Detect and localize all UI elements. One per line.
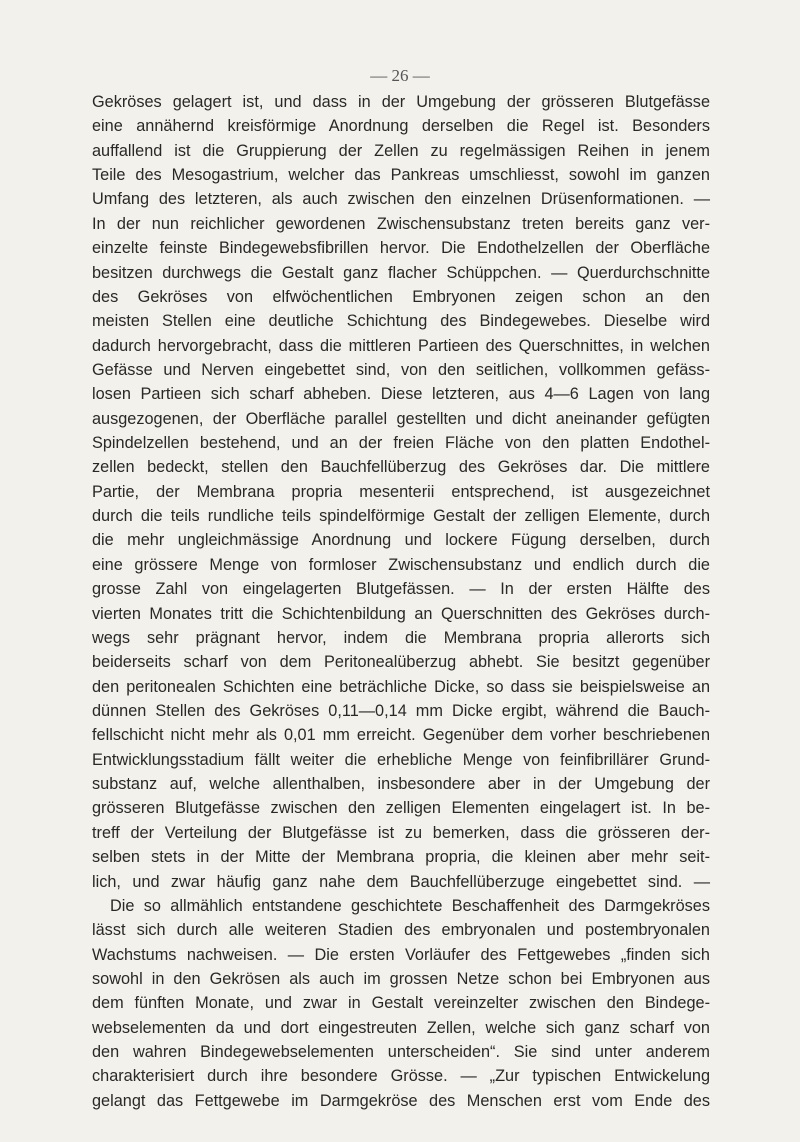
text-line: Entwicklungsstadium fällt weiter die erhebliche Menge von feinfibrillärer Grund-: [92, 750, 710, 769]
text-line: sowohl in den Gekrösen als auch im grossen Netze schon bei Embryonen aus: [92, 969, 710, 988]
text-line: grosse Zahl von eingelagerten Blutgefässen. — In der ersten Hälfte des: [92, 580, 710, 599]
text-line: dadurch hervorgebracht, dass die mittleren Partieen des Querschnittes, in welchen: [92, 336, 710, 355]
text-line: beiderseits scharf von dem Peritonealüberzug abhebt. Sie besitzt gegenüber: [92, 653, 710, 672]
text-line: Gefässe und Nerven eingebettet sind, von den seitlichen, vollkommen gefäss-: [92, 360, 710, 379]
page-number: — 26 —: [370, 66, 430, 85]
text-line: substanz auf, welche allenthalben, insbesondere aber in der Umgebung der: [92, 775, 710, 794]
text-line: grösseren Blutgefässe zwischen den zelligen Elementen eingelagert ist. In be-: [92, 799, 710, 818]
text-line: lässt sich durch alle weiteren Stadien des embryonalen und postembryonalen: [92, 921, 710, 940]
text-line: Spindelzellen bestehend, und an der freien Fläche von den platten Endothel-: [92, 434, 710, 453]
text-line: fellschicht nicht mehr als 0,01 mm erreicht. Gegenüber dem vorher beschriebenen: [92, 726, 710, 745]
text-line: Die so allmählich entstandene geschichtete Beschaffenheit des Darmgekröses: [110, 896, 710, 915]
text-line: charakterisiert durch ihre besondere Grösse. — „Zur typischen Entwickelung: [92, 1067, 710, 1086]
text-line: dünnen Stellen des Gekröses 0,11—0,14 mm Dicke ergibt, während die Bauch-: [92, 701, 710, 720]
text-line: webselementen da und dort eingestreuten Zellen, welche sich ganz scharf von: [92, 1018, 710, 1037]
text-line: wegs sehr prägnant hervor, indem die Membrana propria allerorts sich: [92, 628, 710, 647]
text-line: Gekröses gelagert ist, und dass in der Umgebung der grösseren Blutgefässe: [92, 93, 710, 111]
text-line: eine annähernd kreisförmige Anordnung derselben die Regel ist. Besonders: [92, 117, 710, 136]
text-line: zellen bedeckt, stellen den Bauchfellüberzug des Gekröses dar. Die mittlere: [92, 458, 710, 477]
text-line: vierten Monates tritt die Schichtenbildung an Querschnitten des Gekröses durch-: [92, 604, 710, 623]
text-line: den peritonealen Schichten eine beträchliche Dicke, so dass sie beispielsweise an: [92, 677, 710, 696]
text-line: Partie, der Membrana propria mesenterii entsprechend, ist ausgezeichnet: [92, 482, 710, 501]
text-line: die mehr ungleichmässige Anordnung und lockere Fügung derselben, durch: [92, 531, 710, 550]
text-line: treff der Verteilung der Blutgefässe ist zu bemerken, dass die grösseren der-: [92, 823, 710, 842]
text-line: Teile des Mesogastrium, welcher das Pankreas umschliesst, sowohl im ganzen: [92, 166, 710, 185]
text-line: des Gekröses von elfwöchentlichen Embryonen zeigen schon an den: [92, 287, 710, 306]
text-line: meisten Stellen eine deutliche Schichtung des Bindegewebes. Dieselbe wird: [92, 312, 710, 331]
text-line: eine grössere Menge von formloser Zwischensubstanz und endlich durch die: [92, 555, 710, 574]
body-text: [92, 90, 710, 1113]
text-line: lich, und zwar häufig ganz nahe dem Bauchfellüberzuge eingebettet sind. —: [92, 872, 710, 891]
text-line: ausgezogenen, der Oberfläche parallel gestellten und dicht aneinander gefügten: [92, 409, 710, 428]
text-line: den wahren Bindegewebselementen unterscheiden“. Sie sind unter anderem: [92, 1043, 710, 1062]
text-line: einzelte feinste Bindegewebsfibrillen hervor. Die Endothelzellen der Oberfläche: [92, 239, 710, 258]
text-line: auffallend ist die Gruppierung der Zellen zu regelmässigen Reihen in jenem: [92, 141, 710, 160]
text-line: besitzen durchwegs die Gestalt ganz flacher Schüppchen. — Querdurchschnitte: [92, 263, 710, 282]
text-line: Umfang des letzteren, als auch zwischen den einzelnen Drüsenformationen. —: [92, 190, 710, 209]
text-line: dem fünften Monate, und zwar in Gestalt vereinzelter zwischen den Bindege-: [92, 994, 710, 1013]
text-line: selben stets in der Mitte der Membrana propria, die kleinen aber mehr seit-: [92, 848, 710, 867]
text-line: gelangt das Fettgewebe im Darmgekröse des Menschen erst vom Ende des: [92, 1091, 710, 1110]
text-line: In der nun reichlicher gewordenen Zwischensubstanz treten bereits ganz ver-: [92, 214, 710, 233]
text-line: durch die teils rundliche teils spindelförmige Gestalt der zelligen Elemente, durch: [92, 507, 710, 526]
text-line: losen Partieen sich scharf abheben. Diese letzteren, aus 4—6 Lagen von lang: [92, 385, 710, 404]
text-line: Wachstums nachweisen. — Die ersten Vorläufer des Fettgewebes „finden sich: [92, 945, 710, 964]
